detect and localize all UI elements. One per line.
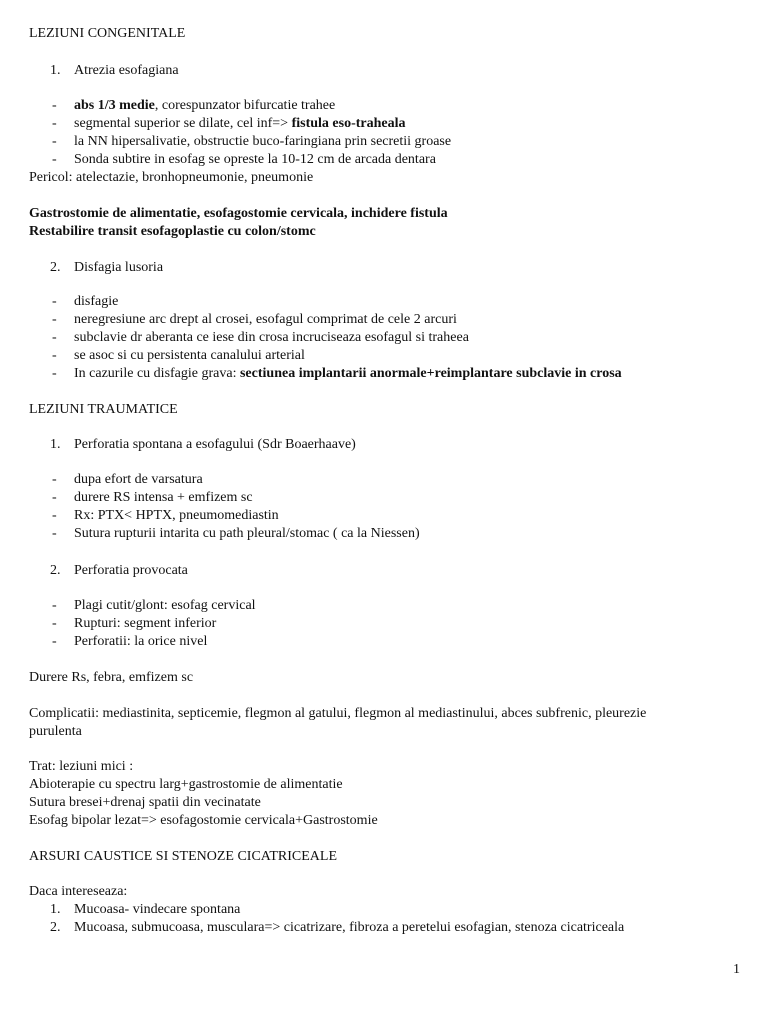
paragraph-pericol: Pericol: atelectazie, bronhopneumonie, pneumonie: [29, 170, 314, 185]
list-number: 1.: [50, 902, 61, 917]
paragraph-durere: Durere Rs, febra, emfizem sc: [29, 670, 194, 685]
paragraph-complicatii: Complicatii: mediastinita, septicemie, flegmon al gatului, flegmon al mediastinului, abces subfrenic, pleurezie: [29, 706, 647, 721]
plain-text: In cazurile cu disfagie grava:: [74, 366, 240, 381]
bullet-dash: -: [52, 508, 57, 523]
bullet-dash: -: [52, 312, 57, 327]
bullet-dash: -: [52, 330, 57, 345]
bullet-text: Rx: PTX< HPTX, pneumomediastin: [74, 508, 279, 523]
list-item-title: Atrezia esofagiana: [74, 63, 179, 78]
bullet-dash: -: [52, 490, 57, 505]
bullet-text: subclavie dr aberanta ce iese din crosa incruciseaza esofagul si traheea: [74, 330, 469, 345]
bold-paragraph: Gastrostomie de alimentatie, esofagostomie cervicala, inchidere fistula: [29, 206, 448, 221]
bullet-text: dupa efort de varsatura: [74, 472, 203, 487]
list-item-title: Disfagia lusoria: [74, 260, 164, 275]
bold-text: sectiunea implantarii anormale+reimplantare subclavie in crosa: [239, 366, 622, 381]
list-item-title: Perforatia provocata: [74, 563, 188, 578]
paragraph-daca: Daca intereseaza:: [29, 884, 128, 899]
paragraph-trat-line: Esofag bipolar lezat=> esofagostomie cervicala+Gastrostomie: [29, 813, 378, 828]
bullet-dash: -: [52, 348, 57, 363]
bullet-text: Rupturi: segment inferior: [74, 616, 217, 631]
bullet-text: Sonda subtire in esofag se opreste la 10-12 cm de arcada dentara: [74, 152, 436, 167]
bullet-dash: -: [52, 116, 57, 131]
list-item-title: Mucoasa, submucoasa, musculara=> cicatrizare, fibroza a peretelui esofagian, stenoza cicatriceala: [74, 920, 625, 935]
bullet-dash: -: [52, 366, 57, 381]
bullet-dash: -: [52, 98, 57, 113]
list-number: 1.: [50, 63, 61, 78]
bullet-dash: -: [52, 598, 57, 613]
bullet-text: durere RS intensa + emfizem sc: [74, 490, 253, 505]
paragraph-trat-line: Abioterapie cu spectru larg+gastrostomie de alimentatie: [29, 777, 343, 792]
list-number: 2.: [50, 563, 61, 578]
bullet-text: la NN hipersalivatie, obstructie buco-faringiana prin secretii groase: [74, 134, 452, 149]
bullet-dash: -: [52, 152, 57, 167]
list-number: 2.: [50, 920, 61, 935]
bullet-text: [74, 115, 406, 133]
plain-text: , corespunzator bifurcatie trahee: [154, 98, 336, 113]
bullet-dash: -: [52, 472, 57, 487]
bullet-text: se asoc si cu persistenta canalului arterial: [74, 348, 305, 363]
plain-text: segmental superior se dilate, cel inf=>: [74, 116, 292, 131]
bullet-dash: -: [52, 294, 57, 309]
bullet-text: Plagi cutit/glont: esofag cervical: [74, 598, 256, 613]
bullet-text: Perforatii: la orice nivel: [74, 634, 208, 649]
bullet-dash: -: [52, 134, 57, 149]
bold-paragraph: Restabilire transit esofagoplastie cu colon/stomc: [29, 224, 316, 239]
bullet-text: [74, 97, 335, 115]
bullet-text: neregresiune arc drept al crosei, esofagul comprimat de cele 2 arcuri: [74, 312, 457, 327]
bullet-dash: -: [52, 526, 57, 541]
list-item-title: Perforatia spontana a esofagului (Sdr Boaerhaave): [74, 437, 356, 452]
bullet-dash: -: [52, 634, 57, 649]
bullet-dash: -: [52, 616, 57, 631]
paragraph-complicatii-cont: purulenta: [29, 724, 82, 739]
list-item-title: Mucoasa- vindecare spontana: [74, 902, 241, 917]
bold-text: fistula eso-traheala: [291, 116, 406, 131]
bullet-text: Sutura rupturii intarita cu path pleural/stomac ( ca la Niessen): [74, 526, 420, 541]
heading-arsuri: ARSURI CAUSTICE SI STENOZE CICATRICEALE: [29, 849, 338, 864]
heading-traumatice: LEZIUNI TRAUMATICE: [29, 402, 178, 417]
list-number: 2.: [50, 260, 61, 275]
paragraph-trat: Trat: leziuni mici :: [29, 759, 134, 774]
bullet-text: disfagie: [74, 294, 119, 309]
bullet-text: [74, 365, 622, 383]
page-number: 1: [733, 962, 740, 977]
list-number: 1.: [50, 437, 61, 452]
heading-congenitale: LEZIUNI CONGENITALE: [29, 26, 186, 41]
paragraph-trat-line: Sutura bresei+drenaj spatii din vecinatate: [29, 795, 261, 810]
bold-text: abs 1/3 medie: [74, 98, 155, 113]
